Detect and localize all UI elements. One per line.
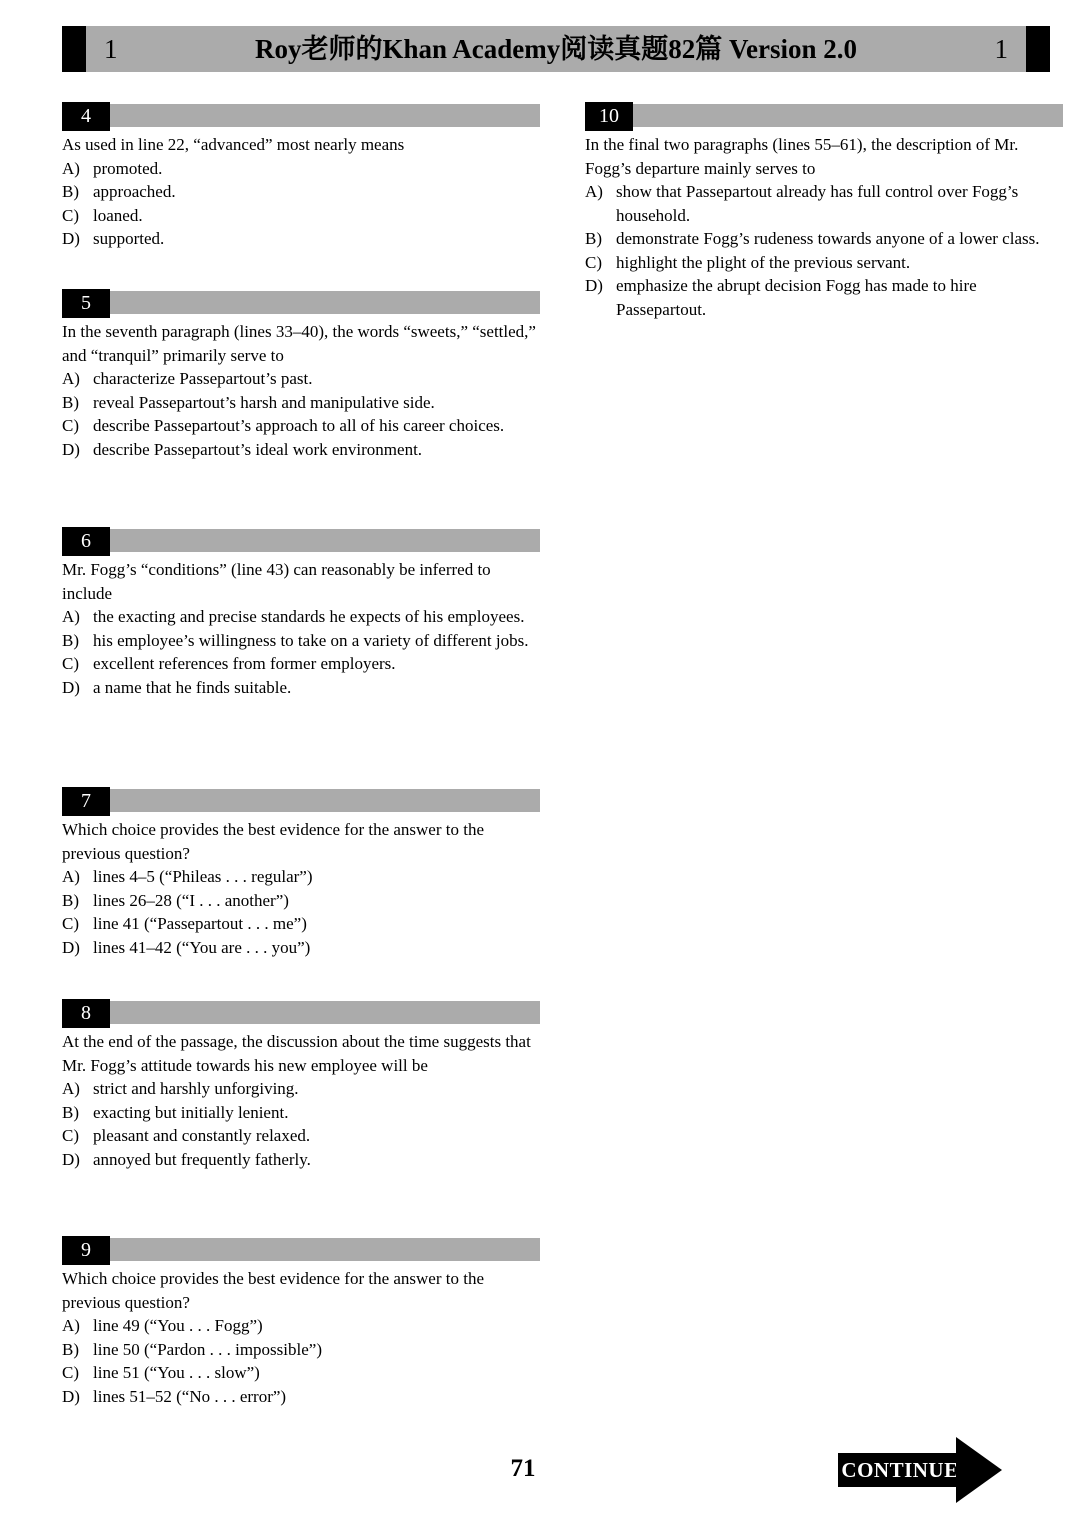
option-7-B bbox=[62, 889, 540, 913]
option-10-A bbox=[585, 180, 1063, 227]
option-text: line 49 (“You . . . Fogg”) bbox=[93, 1316, 263, 1335]
question-number-badge: 6 bbox=[62, 527, 110, 556]
header-title: Roy老师的Khan Academy阅读真题82篇 Version 2.0 bbox=[254, 34, 858, 64]
question-stem: As used in line 22, “advanced” most nearly means bbox=[62, 135, 405, 154]
option-text: demonstrate Fogg’s rudeness towards anyone of a lower class. bbox=[616, 229, 1040, 248]
question-4 bbox=[62, 104, 540, 251]
option-text: describe Passepartout’s ideal work environment. bbox=[93, 439, 423, 459]
question-header-bar bbox=[585, 104, 1063, 127]
question-stem: In the final two paragraphs (lines 55–61), the description of Mr. Fogg’s departure mainly serves to bbox=[585, 135, 1019, 178]
question-number-badge: 10 bbox=[585, 102, 633, 131]
option-letter: C) bbox=[62, 1363, 79, 1382]
question-header-bar bbox=[62, 789, 540, 812]
option-letter: A) bbox=[62, 867, 80, 886]
option-letter: C) bbox=[62, 654, 79, 673]
option-letter: C) bbox=[585, 252, 602, 272]
section-number-right: 1 bbox=[994, 34, 1008, 64]
question-header-bar bbox=[62, 1001, 540, 1024]
option-9-C bbox=[62, 1361, 540, 1385]
option-text: loaned. bbox=[93, 205, 143, 225]
option-text: show that Passepartout already has full control over Fogg’s household. bbox=[616, 182, 1019, 225]
question-options bbox=[62, 157, 540, 251]
question-header-bar bbox=[62, 1238, 540, 1261]
option-text: describe Passepartout’s approach to all of his career choices. bbox=[93, 416, 505, 435]
option-letter: C) bbox=[62, 205, 79, 225]
option-letter: A) bbox=[62, 1079, 80, 1098]
question-10 bbox=[585, 104, 1063, 321]
option-letter: B) bbox=[62, 182, 79, 201]
question-stem: In the seventh paragraph (lines 33–40), the words “sweets,” “settled,” and “tranquil” primarily serve to bbox=[62, 322, 536, 365]
option-4-D bbox=[62, 227, 540, 251]
option-text: highlight the plight of the previous servant. bbox=[616, 252, 911, 272]
option-letter: C) bbox=[62, 1126, 79, 1145]
continue-label: CONTINUE bbox=[838, 1453, 962, 1487]
option-text: his employee’s willingness to take on a variety of different jobs. bbox=[93, 630, 529, 650]
option-8-A bbox=[62, 1077, 540, 1101]
option-text: the exacting and precise standards he expects of his employees. bbox=[93, 607, 525, 626]
question-header-bar bbox=[62, 291, 540, 314]
option-text: pleasant and constantly relaxed. bbox=[93, 1126, 311, 1145]
question-6 bbox=[62, 529, 540, 699]
question-5 bbox=[62, 291, 540, 461]
option-4-B bbox=[62, 180, 540, 204]
option-10-C bbox=[585, 251, 1063, 275]
continue-arrow bbox=[838, 1437, 1001, 1503]
question-7 bbox=[62, 789, 540, 959]
option-9-A bbox=[62, 1314, 540, 1338]
option-text: approached. bbox=[93, 182, 176, 201]
option-9-D bbox=[62, 1385, 540, 1409]
option-9-B bbox=[62, 1338, 540, 1362]
option-8-D bbox=[62, 1148, 540, 1172]
question-stem: Mr. Fogg’s “conditions” (line 43) can reasonably be inferred to include bbox=[62, 560, 491, 603]
option-text: reveal Passepartout’s harsh and manipulative side. bbox=[93, 392, 435, 412]
option-letter: D) bbox=[585, 276, 603, 295]
option-text: lines 51–52 (“No . . . error”) bbox=[93, 1386, 287, 1406]
question-8 bbox=[62, 1001, 540, 1171]
option-5-C bbox=[62, 414, 540, 438]
option-text: line 51 (“You . . . slow”) bbox=[93, 1363, 260, 1382]
option-4-A bbox=[62, 157, 540, 181]
option-text: exacting but initially lenient. bbox=[93, 1102, 289, 1122]
option-letter: B) bbox=[62, 1339, 79, 1359]
question-stem: At the end of the passage, the discussion about the time suggests that Mr. Fogg’s attitude towards his new employee will be bbox=[62, 1032, 531, 1075]
option-letter: D) bbox=[62, 677, 80, 697]
question-stem: Which choice provides the best evidence for the answer to the previous question? bbox=[62, 1269, 485, 1312]
option-6-A bbox=[62, 605, 540, 629]
option-letter: A) bbox=[62, 369, 80, 388]
option-5-B bbox=[62, 391, 540, 415]
option-text: emphasize the abrupt decision Fogg has made to hire Passepartout. bbox=[616, 276, 977, 319]
option-letter: D) bbox=[62, 1386, 80, 1406]
continue-arrow-tip-icon bbox=[956, 1437, 1002, 1503]
option-letter: B) bbox=[62, 1102, 79, 1122]
option-letter: B) bbox=[585, 229, 602, 248]
option-5-D bbox=[62, 438, 540, 462]
option-text: line 41 (“Passepartout . . . me”) bbox=[93, 914, 307, 933]
option-text: line 50 (“Pardon . . . impossible”) bbox=[93, 1339, 322, 1359]
option-text: lines 4–5 (“Phileas . . . regular”) bbox=[93, 867, 313, 886]
option-text: a name that he finds suitable. bbox=[93, 677, 292, 697]
option-letter: A) bbox=[62, 607, 80, 626]
option-text: characterize Passepartout’s past. bbox=[93, 369, 313, 388]
question-options bbox=[62, 367, 540, 461]
option-6-C bbox=[62, 652, 540, 676]
option-10-B bbox=[585, 227, 1063, 251]
option-7-D bbox=[62, 936, 540, 960]
question-number-badge: 5 bbox=[62, 289, 110, 318]
question-header-bar bbox=[62, 529, 540, 552]
option-text: annoyed but frequently fatherly. bbox=[93, 1149, 311, 1169]
question-options bbox=[62, 1314, 540, 1408]
option-text: excellent references from former employers. bbox=[93, 654, 396, 673]
option-letter: B) bbox=[62, 392, 79, 412]
option-letter: C) bbox=[62, 914, 79, 933]
option-text: lines 41–42 (“You are . . . you”) bbox=[93, 937, 311, 957]
question-stem: Which choice provides the best evidence for the answer to the previous question? bbox=[62, 820, 485, 863]
option-8-C bbox=[62, 1124, 540, 1148]
option-letter: B) bbox=[62, 630, 79, 650]
option-letter: B) bbox=[62, 890, 79, 910]
option-letter: A) bbox=[62, 158, 80, 178]
question-number-badge: 9 bbox=[62, 1236, 110, 1265]
question-options bbox=[62, 1077, 540, 1171]
option-letter: D) bbox=[62, 229, 80, 248]
question-number-badge: 8 bbox=[62, 999, 110, 1028]
option-letter: D) bbox=[62, 439, 80, 459]
option-letter: C) bbox=[62, 416, 79, 435]
option-letter: D) bbox=[62, 937, 80, 957]
question-options bbox=[62, 605, 540, 699]
option-letter: A) bbox=[62, 1316, 80, 1335]
question-header-bar bbox=[62, 104, 540, 127]
option-6-D bbox=[62, 676, 540, 700]
question-number-badge: 7 bbox=[62, 787, 110, 816]
option-letter: D) bbox=[62, 1149, 80, 1169]
option-text: promoted. bbox=[93, 158, 163, 178]
option-8-B bbox=[62, 1101, 540, 1125]
page-number: 71 bbox=[510, 1455, 536, 1482]
option-10-D bbox=[585, 274, 1063, 321]
option-4-C bbox=[62, 204, 540, 228]
question-options bbox=[62, 865, 540, 959]
option-6-B bbox=[62, 629, 540, 653]
section-number-left: 1 bbox=[104, 34, 118, 64]
option-text: strict and harshly unforgiving. bbox=[93, 1079, 299, 1098]
option-text: lines 26–28 (“I . . . another”) bbox=[93, 890, 289, 910]
section-header-bar bbox=[62, 26, 1050, 72]
option-7-C bbox=[62, 912, 540, 936]
option-7-A bbox=[62, 865, 540, 889]
option-letter: A) bbox=[585, 182, 603, 201]
option-5-A bbox=[62, 367, 540, 391]
question-9 bbox=[62, 1238, 540, 1408]
option-text: supported. bbox=[93, 229, 165, 248]
question-options bbox=[585, 180, 1063, 321]
question-number-badge: 4 bbox=[62, 102, 110, 131]
